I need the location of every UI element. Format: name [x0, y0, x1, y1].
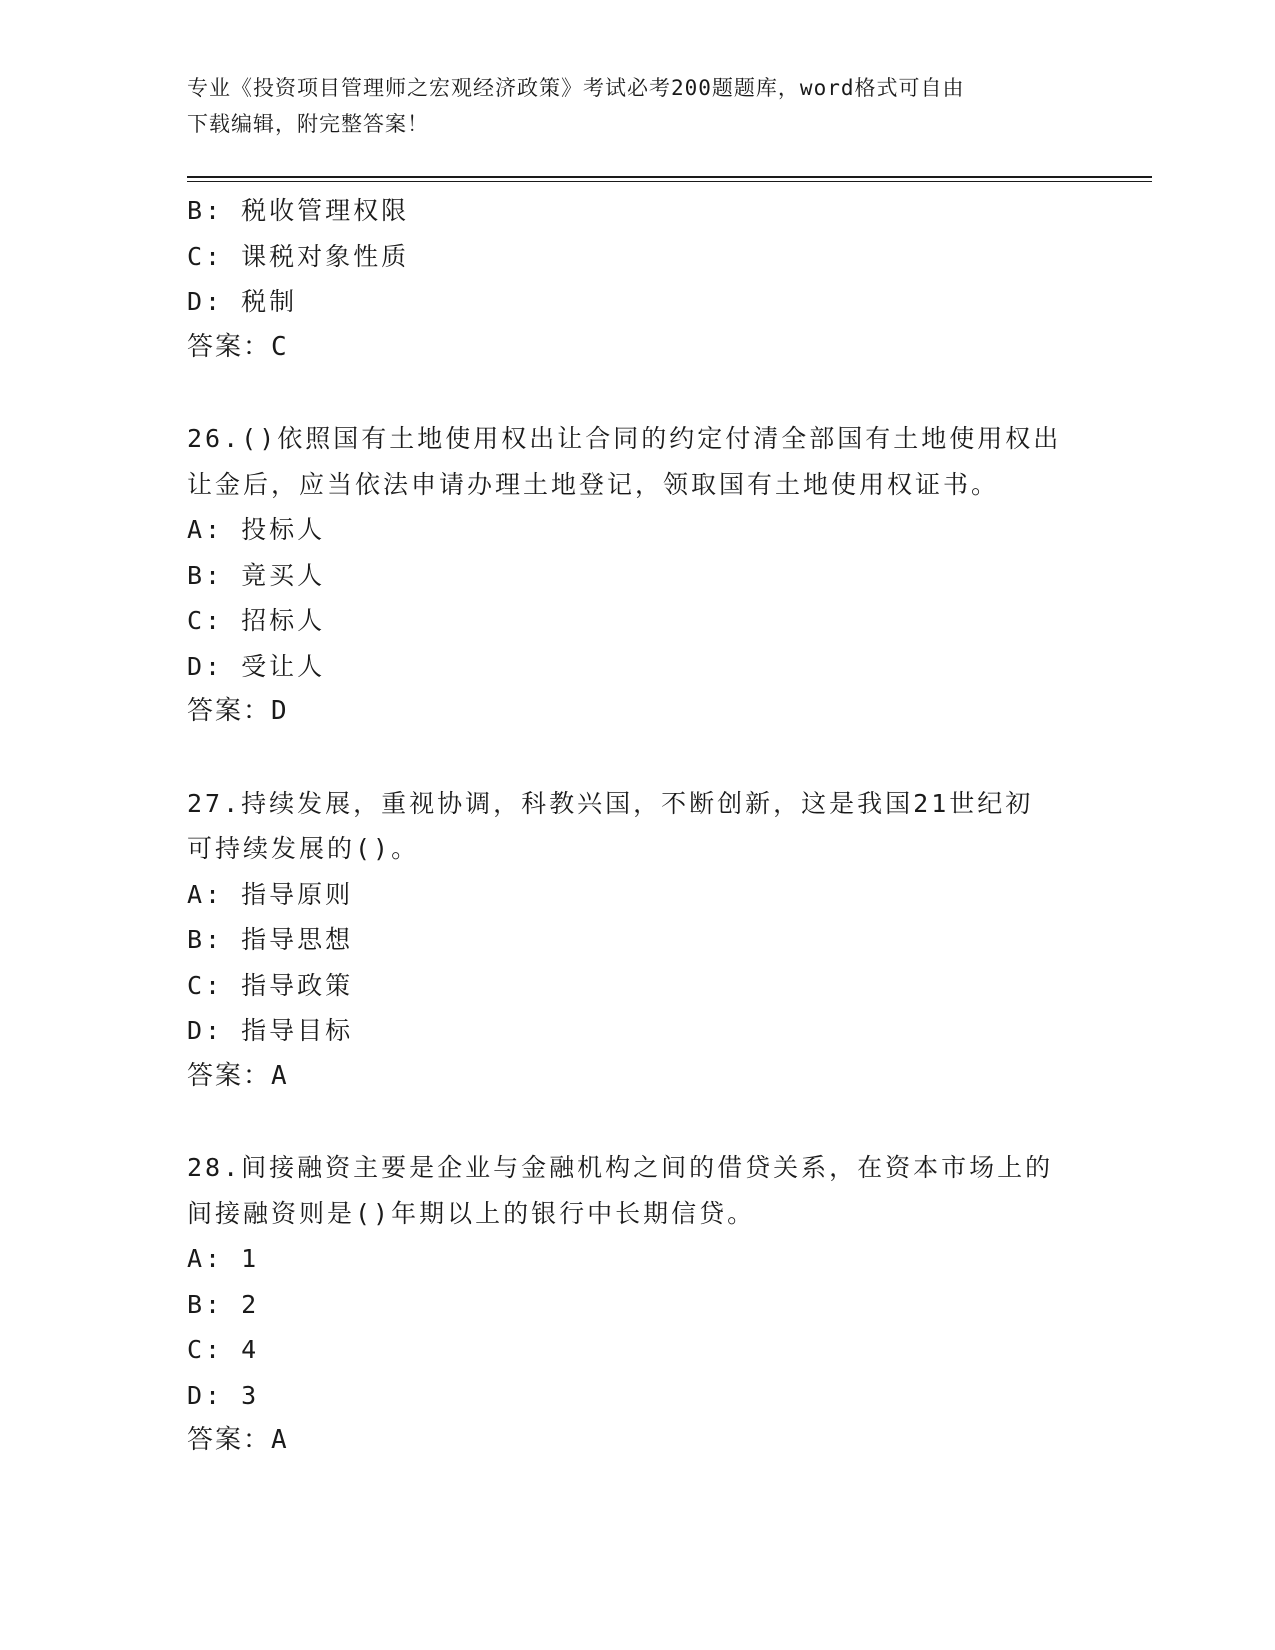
q28-option-d: D: 3 [187, 1380, 260, 1410]
q28-option-b: B: 2 [187, 1289, 260, 1319]
spacer [187, 735, 1087, 781]
q27-option-b: B: 指导思想 [187, 925, 354, 954]
q26-option-c: C: 招标人 [187, 606, 326, 635]
question-28-block [187, 1145, 1087, 1464]
q28-stem-line-1: 28.间接融资主要是企业与金融机构之间的借贷关系，在资本市场上的 [187, 1153, 1054, 1182]
header-line-2: 下载编辑，附完整答案！ [187, 112, 429, 136]
header-line-1: 专业《投资项目管理师之宏观经济政策》考试必考200题题库，word格式可自由 [187, 76, 965, 100]
spacer [187, 370, 1087, 416]
q26-option-a: A: 投标人 [187, 515, 326, 544]
question-25-block [187, 188, 1087, 370]
question-26-block [187, 416, 1087, 735]
q26-option-d: D: 受让人 [187, 651, 326, 681]
spacer [187, 1099, 1087, 1145]
q27-stem-line-1: 27.持续发展，重视协调，科教兴国，不断创新，这是我国21世纪初 [187, 788, 1034, 818]
q26-stem-line-2: 让金后，应当依法申请办理土地登记，领取国有土地使用权证书。 [187, 469, 1000, 499]
q26-stem-line-1: 26.()依照国有土地使用权出让合同的约定付清全部国有土地使用权出 [187, 424, 1062, 453]
q25-answer: 答案：C [187, 331, 289, 362]
q27-answer: 答案：A [187, 1060, 289, 1091]
q28-answer: 答案：A [187, 1425, 289, 1455]
q27-option-a: A: 指导原则 [187, 879, 354, 909]
q26-option-b: B: 竟买人 [187, 560, 326, 590]
q27-option-d: D: 指导目标 [187, 1016, 354, 1045]
q26-answer: 答案：D [187, 696, 289, 726]
q25-option-c: C: 课税对象性质 [187, 241, 410, 271]
q27-option-c: C: 指导政策 [187, 970, 354, 1000]
q25-option-d: D: 税制 [187, 287, 298, 316]
header-rule-thick [187, 176, 1152, 178]
page-header [187, 70, 1087, 142]
q25-option-b: B: 税收管理权限 [187, 196, 410, 225]
q28-stem-line-2: 间接融资则是()年期以上的银行中长期信贷。 [187, 1198, 756, 1228]
question-27-block [187, 781, 1087, 1100]
header-rule-thin [187, 181, 1152, 182]
q27-stem-line-2: 可持续发展的()。 [187, 834, 420, 863]
q28-option-a: A: 1 [187, 1244, 260, 1273]
question-content [187, 188, 1087, 1464]
q28-option-c: C: 4 [187, 1335, 260, 1364]
